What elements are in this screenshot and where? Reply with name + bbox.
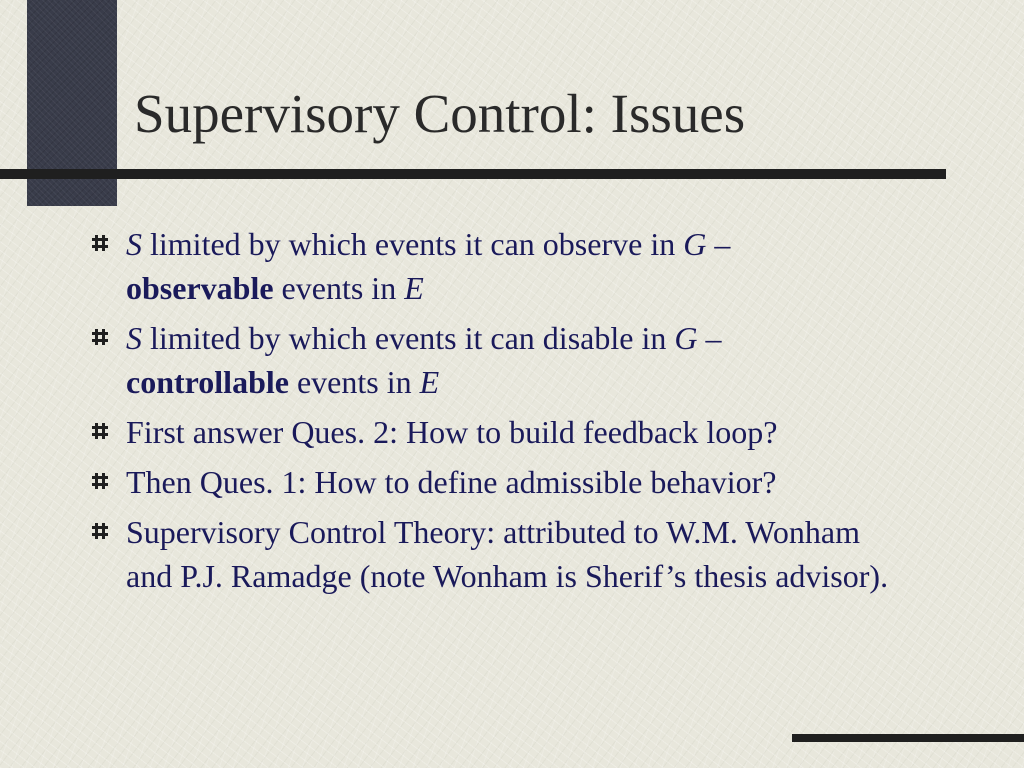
bullet-text: First answer Ques. 2: How to build feedback loop? — [126, 414, 778, 450]
slide-title: Supervisory Control: Issues — [134, 83, 746, 144]
bullet-text: limited by which events it can disable in — [142, 320, 675, 356]
bullet-text: events in — [273, 270, 405, 306]
footer-divider — [792, 734, 1024, 742]
bullet-item — [92, 460, 972, 504]
var-s: S — [126, 226, 142, 262]
hash-bullet-icon — [92, 235, 108, 251]
term-observable: observable — [126, 270, 274, 306]
bullet-item — [92, 410, 972, 454]
hash-bullet-icon — [92, 423, 108, 439]
var-g: G — [683, 226, 707, 262]
var-s: S — [126, 320, 142, 356]
bullet-item — [92, 222, 972, 310]
bullet-item — [92, 510, 972, 598]
title-divider — [0, 169, 946, 179]
var-g: G — [674, 320, 698, 356]
bullet-text: Supervisory Control Theory: attributed to W.M. Wonham and P.J. Ramadge (note Wonham is Sherif’s thesis advisor). — [126, 514, 889, 594]
bullet-item — [92, 316, 972, 404]
bullet-text: Then Ques. 1: How to define admissible behavior? — [126, 464, 777, 500]
hash-bullet-icon — [92, 473, 108, 489]
var-e: E — [404, 270, 424, 306]
hash-bullet-icon — [92, 329, 108, 345]
dash: – — [697, 320, 722, 356]
bullet-text: events in — [288, 364, 420, 400]
term-controllable: controllable — [126, 364, 289, 400]
bullet-text: limited by which events it can observe in — [142, 226, 684, 262]
var-e: E — [419, 364, 440, 400]
dash: – — [706, 226, 731, 262]
hash-bullet-icon — [92, 523, 108, 539]
bullet-list — [92, 222, 972, 604]
